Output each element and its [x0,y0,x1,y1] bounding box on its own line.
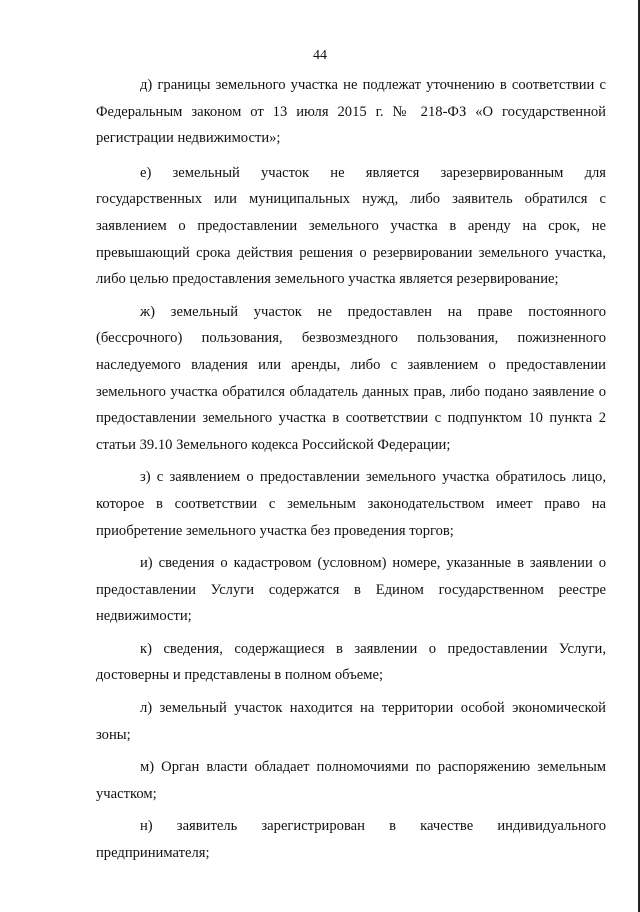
paragraph-l: л) земельный участок находится на территории особой экономической зоны; [96,700,606,743]
paragraph-d: д) границы земельного участка не подлежат уточнению в соответствии с Федеральным законом от 13 июля 2015 г. № 218-ФЗ «О государственной регистрации недвижимости»; [96,77,606,147]
paragraph-z: з) с заявлением о предоставлении земельного участка обратилось лицо, которое в соответствии с земельным законодательством имеет право на приобретение земельного участка без проведения торгов; [96,469,606,539]
paragraph-i: и) сведения о кадастровом (условном) номере, указанные в заявлении о предоставлении Услуги содержатся в Едином государственном реестре недвижимости; [96,555,606,625]
page-number: 44 [313,48,327,63]
document-body [96,72,606,867]
paragraph-zh: ж) земельный участок не предоставлен на праве постоянного (бессрочного) пользования, безвозмездного пользования, пожизненного наследуемого владения или аренды, либо с заявлением о предоставлении земельного участка обратился обладатель данных прав, либо подано заявление о предоставлении земельного участка в соответствии с подпунктом 10 пункта 2 статьи 39.10 Земельного кодекса Российской Федерации; [96,303,606,453]
paragraph-m: м) Орган власти обладает полномочиями по распоряжению земельным участком; [96,759,606,802]
paragraph-e: е) земельный участок не является зарезервированным для государственных или муниципальных нужд, либо заявитель обратился с заявлением о предоставлении земельного участка в аренду на срок, не превышающий срока действия решения о резервировании земельного участка, либо целью предоставления земельного участка является резервирование; [96,164,606,288]
paragraph-n: н) заявитель зарегистрирован в качестве индивидуального предпринимателя; [96,818,606,862]
paragraph-k: к) сведения, содержащиеся в заявлении о предоставлении Услуги, достоверны и представлены в полном объеме; [96,640,606,684]
